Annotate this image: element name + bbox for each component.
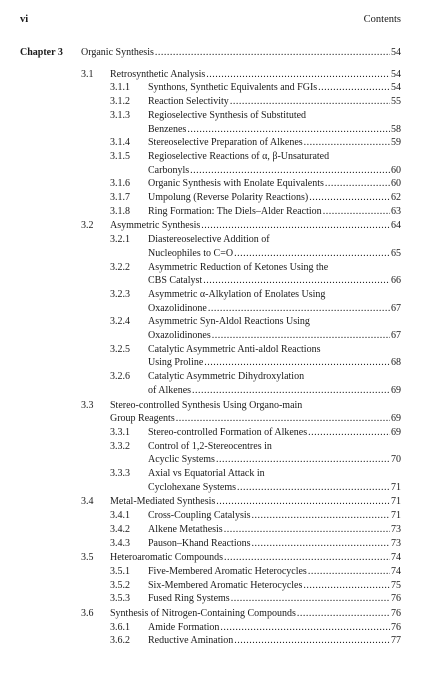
section-title: Ring Formation: The Diels–Alder Reaction: [148, 205, 322, 217]
dot-leader: [192, 385, 390, 397]
section-number: 3.6: [81, 608, 94, 619]
toc-entry[interactable]: [148, 580, 401, 592]
section-title: Fused Ring Systems: [148, 593, 230, 605]
chapter-page: 54: [391, 47, 401, 58]
dot-leader: [208, 303, 390, 315]
dot-leader: [220, 622, 390, 634]
section-page: 60: [391, 178, 401, 190]
section-number: 3.1.2: [110, 96, 130, 108]
chapter-title: Organic Synthesis: [81, 47, 154, 58]
section-title-line[interactable]: Asymmetric Reduction of Ketones Using the: [148, 261, 329, 273]
section-number: 3.2.6: [110, 371, 130, 383]
section-page: 67: [391, 330, 401, 341]
dot-leader: [212, 330, 390, 342]
dot-leader: [187, 124, 390, 136]
section-page: 54: [391, 82, 401, 94]
section-number: 3.3.1: [110, 426, 130, 438]
section-page: 59: [391, 137, 401, 149]
toc-entry[interactable]: [148, 510, 401, 522]
toc-entry[interactable]: [148, 82, 401, 94]
section-page: 54: [391, 68, 401, 80]
section-title-line[interactable]: Regioselective Synthesis of Substituted: [148, 109, 307, 121]
section-title: Stereo-controlled Formation of Alkenes: [148, 426, 308, 438]
section-title-line[interactable]: Regioselective Reactions of α, β-Unsaturated: [148, 150, 330, 162]
section-number: 3.1.4: [110, 137, 130, 149]
section-title-line[interactable]: Control of 1,2-Stereocentres in: [148, 440, 272, 452]
section-title: Carbonyls: [148, 164, 190, 176]
running-title: Contents: [363, 14, 401, 25]
section-page: 64: [391, 220, 401, 232]
dot-leader: [304, 137, 390, 149]
section-page: 74: [391, 552, 401, 564]
toc-entry[interactable]: [148, 482, 401, 494]
section-page: 68: [391, 357, 401, 369]
toc-entry[interactable]: [148, 385, 401, 397]
section-page: 65: [391, 247, 401, 259]
toc-entry[interactable]: [148, 635, 401, 647]
dot-leader: [206, 69, 390, 81]
section-title: Synthesis of Nitrogen-Containing Compounds: [110, 608, 296, 619]
toc-entry[interactable]: [148, 248, 401, 260]
section-number: 3.5: [81, 552, 94, 564]
section-title: Synthons, Synthetic Equivalents and FGIs: [148, 82, 318, 94]
toc-entry[interactable]: [110, 496, 401, 508]
section-title-line[interactable]: Asymmetric α-Alkylation of Enolates Using: [148, 288, 326, 300]
dot-leader: [216, 496, 390, 508]
section-title: Alkene Metathesis: [148, 523, 223, 535]
dot-leader: [203, 275, 390, 287]
section-number: 3.1.7: [110, 192, 130, 203]
section-title: Cross-Coupling Catalysis: [148, 510, 251, 522]
dot-leader: [308, 427, 390, 439]
toc-entry[interactable]: [148, 124, 401, 136]
toc-entry[interactable]: [110, 69, 401, 81]
section-title: Oxazolidinones: [148, 330, 211, 341]
section-title: of Alkenes: [148, 384, 192, 396]
section-number: 3.4.1: [110, 510, 130, 522]
section-number: 3.3.3: [110, 468, 130, 479]
section-page: 77: [391, 635, 401, 647]
section-page: 71: [391, 510, 401, 522]
section-number: 3.2.4: [110, 316, 130, 328]
toc-entry[interactable]: [148, 593, 401, 605]
toc-entry[interactable]: [148, 427, 401, 439]
section-title: Organic Synthesis with Enolate Equivalents: [148, 178, 324, 190]
section-title: Reductive Amination: [148, 635, 234, 647]
section-number: 3.5.2: [110, 579, 130, 591]
toc-entry[interactable]: [110, 220, 401, 232]
dot-leader: [318, 82, 390, 94]
toc-entry[interactable]: [110, 608, 401, 620]
dot-leader: [234, 635, 390, 647]
dot-leader: [224, 552, 390, 564]
section-number: 3.2.2: [110, 261, 130, 273]
section-page: 76: [391, 621, 401, 633]
section-number: 3.1: [81, 68, 94, 80]
section-page: 67: [391, 302, 401, 314]
section-title: Heteroaromatic Compounds: [110, 552, 224, 564]
section-page: 62: [391, 192, 401, 203]
toc-entry[interactable]: [148, 454, 401, 466]
toc-entry[interactable]: [148, 192, 401, 204]
section-number: 3.2.5: [110, 343, 130, 355]
toc-entry[interactable]: [148, 275, 401, 287]
dot-leader: [216, 454, 390, 466]
section-page: 71: [391, 481, 401, 493]
section-title: Acyclic Systems: [148, 454, 215, 466]
section-title-line[interactable]: Catalytic Asymmetric Anti-aldol Reactions: [148, 343, 321, 355]
section-number: 3.3.2: [110, 440, 130, 452]
page-header: [20, 14, 401, 30]
dot-leader: [231, 593, 390, 605]
section-page: 74: [391, 565, 401, 577]
section-number: 3.5.1: [110, 565, 130, 577]
toc-entry[interactable]: [148, 137, 401, 149]
page-number: vi: [20, 14, 29, 25]
toc-entry[interactable]: [148, 538, 401, 550]
section-number: 3.2.1: [110, 234, 130, 246]
section-page: 69: [391, 384, 401, 396]
dot-leader: [252, 538, 391, 550]
section-title: Stereoselective Preparation of Alkenes: [148, 137, 303, 149]
dot-leader: [224, 524, 390, 536]
section-page: 55: [391, 96, 401, 108]
section-title-line[interactable]: Stereo-controlled Synthesis Using Organo-main: [110, 399, 303, 411]
chapter-label: Chapter 3: [20, 47, 63, 58]
section-page: 73: [391, 537, 401, 549]
dot-leader: [297, 608, 390, 620]
section-number: 3.2: [81, 220, 94, 232]
section-title: Asymmetric Synthesis: [110, 220, 201, 232]
dot-leader: [176, 413, 390, 425]
dot-leader: [237, 482, 390, 494]
section-page: 76: [391, 593, 401, 605]
section-title-line[interactable]: Diastereoselective Addition of: [148, 234, 270, 246]
section-page: 70: [391, 454, 401, 466]
toc-entry[interactable]: [148, 165, 401, 177]
section-title: CBS Catalyst: [148, 275, 203, 287]
section-page: 75: [391, 579, 401, 591]
toc-entry[interactable]: [148, 357, 401, 369]
section-number: 3.3: [81, 399, 94, 411]
toc-entry[interactable]: [148, 622, 401, 634]
section-page: 69: [391, 426, 401, 438]
section-title: Umpolung (Reverse Polarity Reactions): [148, 192, 309, 203]
section-number: 3.1.6: [110, 178, 130, 190]
dot-leader: [323, 206, 390, 218]
toc-entry[interactable]: [110, 413, 401, 425]
section-number: 3.4.2: [110, 523, 130, 535]
dot-leader: [325, 178, 390, 190]
section-title: Retrosynthetic Analysis: [110, 68, 206, 80]
toc-entry[interactable]: [110, 552, 401, 564]
dot-leader: [204, 357, 390, 369]
section-title: Pauson–Khand Reactions: [148, 537, 251, 549]
section-title: Metal-Mediated Synthesis: [110, 496, 216, 508]
section-page: 60: [391, 164, 401, 176]
dot-leader: [308, 566, 390, 578]
section-page: 73: [391, 523, 401, 535]
section-title: Using Proline: [148, 357, 204, 369]
section-number: 3.6.2: [110, 635, 130, 647]
section-number: 3.4: [81, 496, 94, 508]
section-title: Six-Membered Aromatic Heterocycles: [148, 579, 303, 591]
section-page: 71: [391, 496, 401, 508]
section-page: 63: [391, 205, 401, 217]
dot-leader: [190, 165, 390, 177]
section-number: 3.6.1: [110, 621, 130, 633]
section-number: 3.1.8: [110, 205, 130, 217]
section-number: 3.4.3: [110, 537, 130, 549]
section-page: 76: [391, 608, 401, 619]
section-number: 3.1.3: [110, 109, 130, 121]
section-number: 3.2.3: [110, 288, 130, 300]
section-page: 69: [391, 413, 401, 425]
dot-leader: [309, 192, 390, 204]
dot-leader: [303, 580, 390, 592]
section-title: Benzenes: [148, 123, 187, 135]
section-title: Nucleophiles to C=O: [148, 247, 234, 259]
dot-leader: [252, 510, 390, 522]
section-title: Reaction Selectivity: [148, 96, 229, 108]
dot-leader: [230, 96, 390, 108]
section-page: 58: [391, 123, 401, 135]
section-title: Five-Membered Aromatic Heterocycles: [148, 565, 307, 577]
dot-leader: [234, 248, 390, 260]
section-page: 66: [391, 275, 401, 287]
section-title: Oxazolidinone: [148, 302, 207, 314]
toc-entry[interactable]: [148, 330, 401, 342]
section-number: 3.1.1: [110, 82, 130, 94]
section-title-line[interactable]: Asymmetric Syn-Aldol Reactions Using: [148, 316, 310, 328]
section-title-line[interactable]: Axial vs Equatorial Attack in: [148, 468, 265, 479]
section-title: Group Reagents: [110, 413, 175, 425]
dot-leader: [201, 220, 390, 232]
section-number: 3.5.3: [110, 593, 130, 605]
toc-entry[interactable]: [148, 303, 401, 315]
toc-entry[interactable]: [148, 178, 401, 190]
dot-leader: [155, 47, 390, 59]
toc-entry[interactable]: [148, 96, 401, 108]
toc-entry[interactable]: [148, 566, 401, 578]
toc-entry[interactable]: [148, 524, 401, 536]
section-title: Cyclohexane Systems: [148, 481, 237, 493]
chapter-entry[interactable]: [81, 47, 401, 59]
section-title: Amide Formation: [148, 621, 220, 633]
section-number: 3.1.5: [110, 150, 130, 162]
section-title-line[interactable]: Catalytic Asymmetric Dihydroxylation: [148, 371, 305, 383]
toc-entry[interactable]: [148, 206, 401, 218]
